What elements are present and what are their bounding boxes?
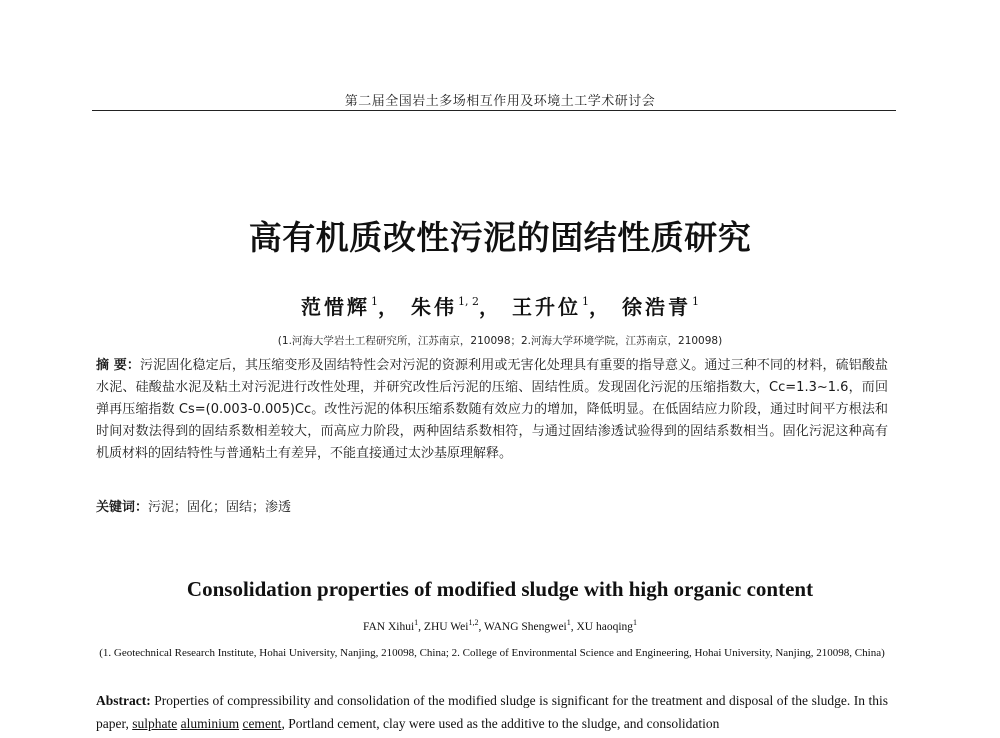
- chinese-author-line: [0, 291, 1000, 320]
- en-author-separator: ,: [570, 621, 577, 633]
- cn-author-separator: ，: [378, 295, 402, 319]
- cn-author-name: 徐浩青: [621, 295, 691, 319]
- en-author-affil-mark: 1: [566, 618, 571, 627]
- chinese-title: 高有机质改性污泥的固结性质研究: [248, 218, 752, 257]
- cn-author-separator: ，: [588, 295, 612, 319]
- en-author-name: ZHU Wei: [423, 621, 469, 633]
- en-author-affil-mark: 1: [414, 618, 419, 627]
- en-abstract-underlined-word: sulphate: [132, 716, 178, 731]
- en-abstract-underlined-word: aluminium: [180, 716, 240, 731]
- cn-keywords-text: 污泥；固化；固结；渗透: [148, 500, 292, 515]
- cn-author-name: 范惜辉: [301, 295, 371, 319]
- en-author-affil-mark: 1: [633, 618, 638, 627]
- chinese-abstract: [96, 355, 888, 465]
- cn-author-name: 朱伟: [411, 295, 458, 319]
- header-rule: [92, 110, 896, 111]
- cn-author-affil-mark: 1: [371, 295, 379, 308]
- chinese-affiliation: (1.河海大学岩土工程研究所，江苏南京，210098；2.河海大学环境学院，江苏南京，210098): [277, 335, 723, 347]
- cn-author-separator: ，: [479, 295, 503, 319]
- cn-abstract-text: 污泥固化稳定后，其压缩变形及固结特性会对污泥的资源利用或无害化处理具有重要的指导意义。通过三种不同的材料，硫铝酸盐水泥、硅酸盐水泥及粘土对污泥进行改性处理，并研究改性后污泥的压缩、固结性质。发现固化污泥的压缩指数大，Cc=1.3~1.6，而回弹再压缩指数 Cs=(0.003-0.005)Cc。改性污泥的体积压缩系数随有效应力的增加，降低明显。在低固结应力阶段，通过时间平方根法和时间对数法得到的固结系数相差较大，而高应力阶段，两种固结系数相符，与通过固结渗透试验得到的固结系数相当。固化污泥这种高有机质材料的固结特性与普通粘土有差异，不能直接通过太沙基原理解释。: [96, 358, 888, 461]
- en-abstract-text: Properties of compressibility and consolidation of the modified sludge is significant for the treatment and disposal of the sludge. In this paper,: [96, 693, 888, 731]
- en-abstract-text-continued: , Portland cement, clay were used as the additive to the sludge, and consolidation: [281, 716, 720, 731]
- cn-author-affil-mark: 1: [691, 295, 699, 308]
- english-abstract: [96, 689, 888, 735]
- cn-keywords-label: 关键词：: [96, 500, 149, 515]
- cn-abstract-label: 摘 要：: [96, 358, 141, 373]
- cn-author-name: 王升位: [511, 295, 581, 319]
- en-abstract-underlined-word: cement: [242, 716, 282, 731]
- english-affiliation: (1. Geotechnical Research Institute, Hohai University, Nanjing, 210098, China; 2. College of Environmental Science and Engineering, Hohai University, Nanjing, 210098, China): [99, 647, 885, 659]
- en-abstract-label: Abstract:: [96, 693, 151, 708]
- english-title: Consolidation properties of modified sludge with high organic content: [186, 577, 814, 601]
- cn-author-affil-mark: 1, 2: [458, 295, 480, 308]
- en-author-affil-mark: 1,2: [468, 618, 479, 627]
- english-author-line: [0, 618, 1000, 633]
- cn-author-affil-mark: 1: [581, 295, 589, 308]
- en-author-separator: ,: [478, 621, 485, 633]
- en-author-name: XU haoqing: [576, 621, 634, 633]
- en-author-name: FAN Xihui: [362, 621, 415, 633]
- en-author-name: WANG Shengwei: [484, 621, 567, 633]
- running-head: 第二届全国岩土多场相互作用及环境土工学术研讨会: [344, 94, 656, 109]
- en-author-separator: ,: [418, 621, 424, 633]
- chinese-keywords: [96, 497, 888, 519]
